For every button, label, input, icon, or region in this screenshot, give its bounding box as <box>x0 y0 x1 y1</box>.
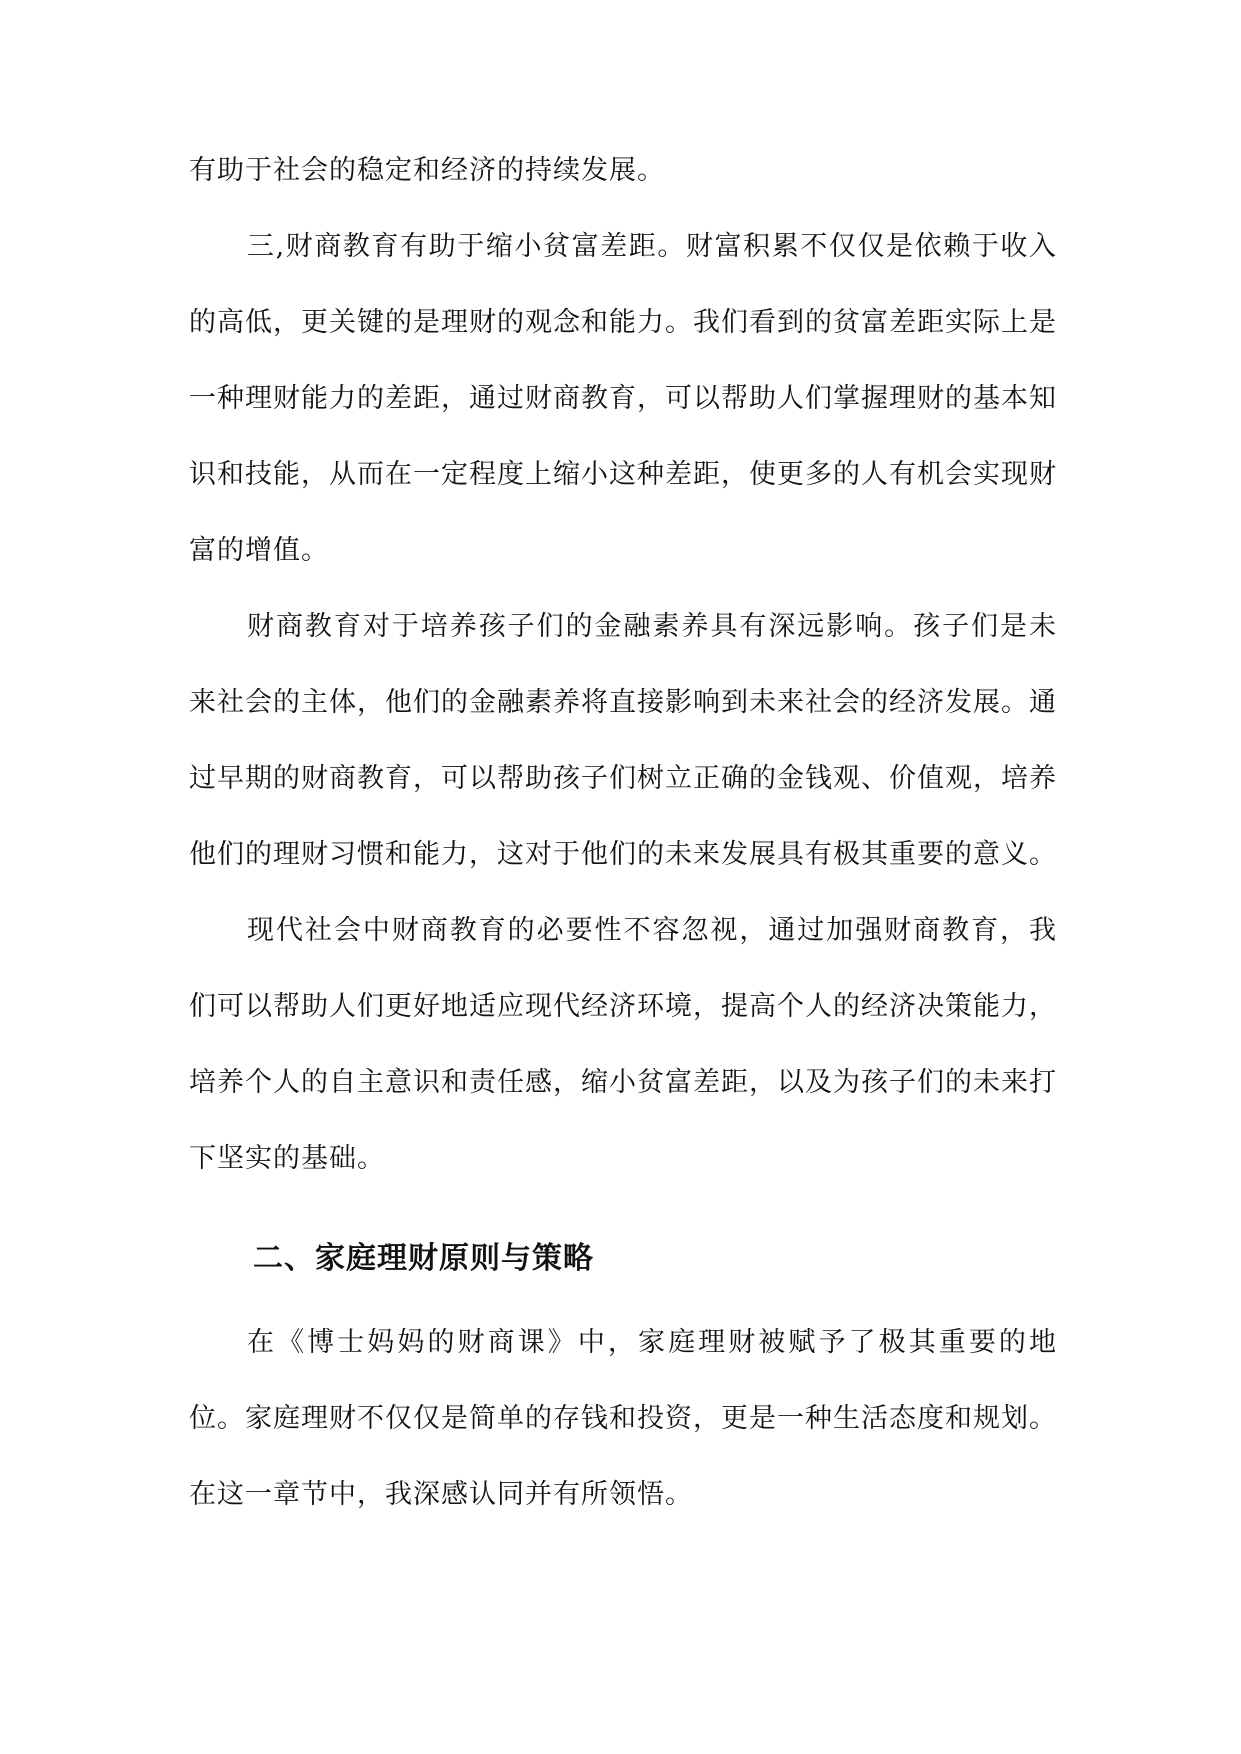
paragraph-wealth-gap: 三,财商教育有助于缩小贫富差距。财富积累不仅仅是依赖于收入的高低，更关键的是理财的观念和能力。我们看到的贫富差距实际上是一种理财能力的差距，通过财商教育，可以帮助人们掌握理财的基本知识和技能，从而在一定程度上缩小这种差距，使更多的人有机会实现财富的增值。 <box>189 231 1057 566</box>
document-body <box>189 133 1057 1533</box>
paragraph-children-literacy: 财商教育对于培养孩子们的金融素养具有深远影响。孩子们是未来社会的主体，他们的金融素养将直接影响到未来社会的经济发展。通过早期的财商教育，可以帮助孩子们树立正确的金钱观、价值观，培养他们的理财习惯和能力，这对于他们的未来发展具有极其重要的意义。 <box>189 611 1057 870</box>
paragraph-family-finance-intro: 在《博士妈妈的财商课》中，家庭理财被赋予了极其重要的地位。家庭理财不仅仅是简单的存钱和投资，更是一种生活态度和规划。在这一章节中，我深感认同并有所领悟。 <box>189 1327 1057 1510</box>
section-heading: 二、家庭理财原则与策略 <box>253 1241 594 1276</box>
paragraph-continuation: 有助于社会的稳定和经济的持续发展。 <box>189 155 665 186</box>
paragraph-necessity-summary: 现代社会中财商教育的必要性不容忽视，通过加强财商教育，我们可以帮助人们更好地适应现代经济环境，提高个人的经济决策能力，培养个人的自主意识和责任感，缩小贫富差距，以及为孩子们的未来打下坚实的基础。 <box>189 915 1057 1174</box>
